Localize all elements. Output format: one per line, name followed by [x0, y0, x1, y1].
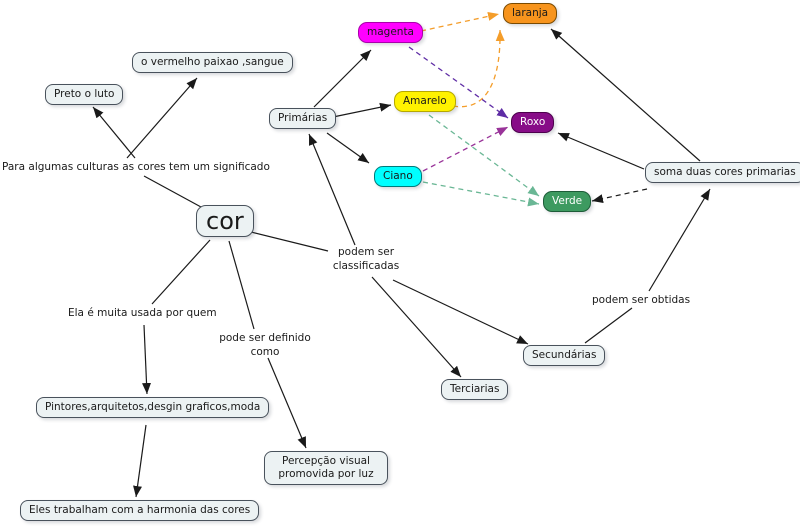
- line-cor-definido: [229, 241, 254, 329]
- concept-verde[interactable]: Verde: [543, 191, 591, 212]
- concept-eles-trabalham[interactable]: Eles trabalham com a harmonia das cores: [20, 500, 259, 521]
- arrow-primarias-to-magenta: [314, 50, 371, 107]
- line-cor-classificadas: [243, 230, 328, 251]
- arrow-primarias-to-amarelo: [333, 105, 391, 117]
- concept-soma-duas-cores[interactable]: soma duas cores primarias: [645, 162, 800, 183]
- concept-percepcao-visual[interactable]: Percepção visual promovida por luz: [264, 451, 388, 485]
- arrow-obtidas-to-soma: [649, 189, 710, 291]
- arrow-ciano-to-verde-dashed: [423, 182, 539, 204]
- arrow-classificadas-to-primarias: [309, 134, 355, 245]
- concept-magenta[interactable]: magenta: [358, 22, 423, 43]
- concept-pintores[interactable]: Pintores,arquitetos,desgin graficos,moda: [36, 397, 269, 418]
- arrow-significado-to-vermelho: [127, 78, 197, 158]
- arrow-usada-to-pintores: [144, 325, 147, 394]
- linking-phrase-significado[interactable]: Para algumas culturas as cores tem um significado: [2, 161, 270, 173]
- arrow-significado-to-preto: [93, 107, 135, 158]
- concept-vermelho-paixao[interactable]: o vermelho paixao ,sangue: [132, 52, 293, 73]
- concept-roxo[interactable]: Roxo: [511, 112, 554, 133]
- concept-primarias[interactable]: Primárias: [269, 108, 336, 129]
- line-cor-usada: [152, 240, 210, 304]
- arrow-soma-to-roxo: [558, 133, 644, 169]
- concept-ciano[interactable]: Ciano: [374, 166, 422, 187]
- concept-terciarias[interactable]: Terciarias: [441, 379, 508, 400]
- linking-phrase-usada[interactable]: Ela é muita usada por quem: [68, 307, 217, 319]
- arrow-classificadas-to-terciarias: [372, 277, 461, 377]
- arrow-pintores-to-eles: [136, 425, 146, 497]
- linking-phrase-definido[interactable]: pode ser definido como: [219, 332, 311, 358]
- line-cor-significado: [144, 176, 201, 207]
- concept-laranja[interactable]: laranja: [503, 3, 557, 24]
- linking-phrase-obtidas[interactable]: podem ser obtidas: [592, 294, 691, 306]
- arrow-soma-to-laranja: [551, 29, 700, 161]
- arrow-soma-to-verde-dashed: [592, 189, 647, 201]
- arrow-definido-to-percepcao: [268, 358, 306, 448]
- concept-amarelo[interactable]: Amarelo: [394, 91, 456, 112]
- concept-preto-o-luto[interactable]: Preto o luto: [45, 84, 123, 105]
- arrow-primarias-to-ciano: [327, 133, 369, 163]
- line-secundarias-obtidas: [585, 308, 632, 343]
- concept-secundarias[interactable]: Secundárias: [523, 345, 605, 366]
- concept-cor[interactable]: cor: [196, 205, 254, 237]
- linking-phrase-classificadas[interactable]: podem ser classificadas: [332, 246, 400, 272]
- arrow-magenta-to-laranja-dashed: [421, 14, 499, 31]
- arrow-classificadas-to-secundarias: [393, 280, 528, 344]
